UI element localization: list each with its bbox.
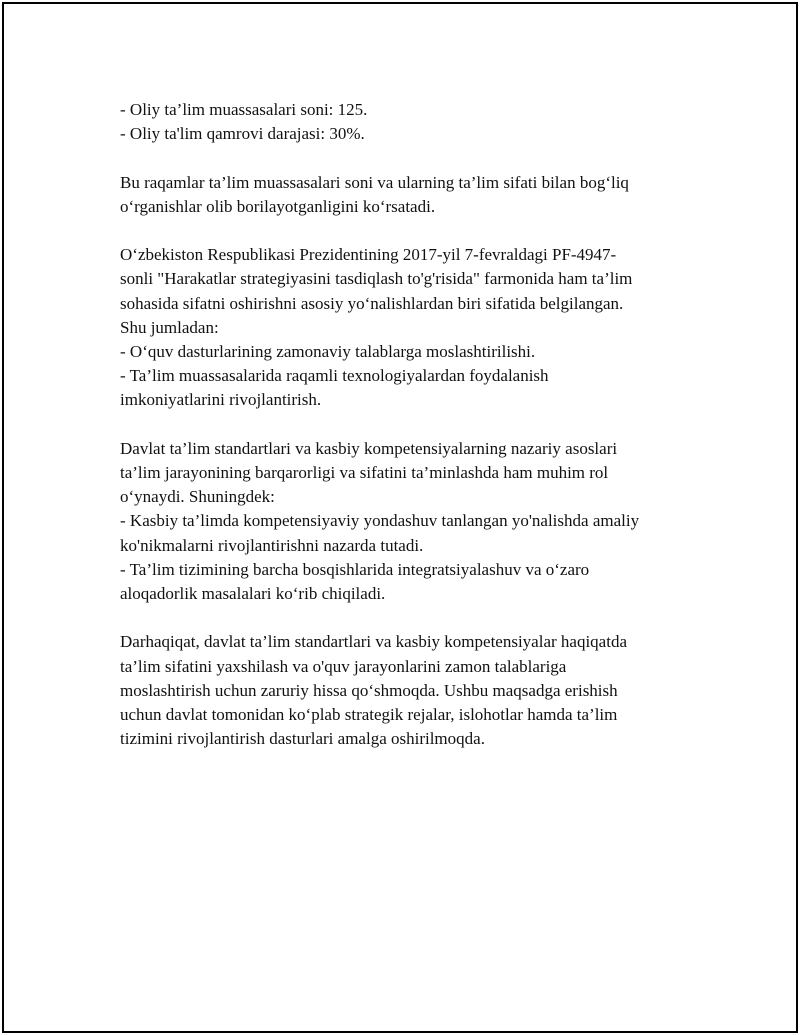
list-item-continuation: aloqadorlik masalalari ko‘rib chiqiladi.: [120, 584, 386, 604]
document-page: [2, 2, 798, 1033]
text-line: sonli "Harakatlar strategiyasini tasdiqlash to'g'risida" farmonida ham ta’lim: [120, 269, 633, 289]
list-item: - Kasbiy ta’limda kompetensiyaviy yondashuv tanlangan yo'nalishda amaliy: [120, 511, 640, 531]
document-body: [120, 98, 690, 751]
paragraph-conclusion: [120, 630, 690, 751]
paragraph-spacer: [120, 146, 690, 170]
list-item: - Oliy ta’lim muassasalari soni: 125.: [120, 100, 368, 119]
text-line: O‘zbekiston Respublikasi Prezidentining 2017-yil 7-fevraldagi PF-4947-: [120, 245, 617, 265]
list-item: - O‘quv dasturlarining zamonaviy talablarga moslashtirilishi.: [120, 342, 536, 361]
list-item-continuation: ko'nikmalarni rivojlantirishni nazarda tutadi.: [120, 535, 424, 555]
list-item-continuation: imkoniyatlarini rivojlantirish.: [120, 390, 322, 410]
text-line: o‘ynaydi. Shuningdek:: [120, 487, 275, 507]
paragraph-summary: [120, 171, 690, 219]
paragraph-spacer: [120, 219, 690, 243]
text-line: Shu jumladan:: [120, 317, 219, 337]
paragraph-statistics: [120, 98, 690, 146]
paragraph-spacer: [120, 606, 690, 630]
text-line: ta’lim sifatini yaxshilash va o'quv jarayonlarini zamon talablariga: [120, 656, 567, 676]
paragraph-standards: [120, 437, 690, 606]
list-item: - Oliy ta'lim qamrovi darajasi: 30%.: [120, 124, 365, 144]
list-item: - Ta’lim tizimining barcha bosqishlarida integratsiyalashuv va o‘zaro: [120, 559, 590, 579]
text-line: ta’lim jarayonining barqarorligi va sifatini ta’minlashda ham muhim rol: [120, 463, 609, 482]
list-item: - Ta’lim muassasalarida raqamli texnologiyalardan foydalanish: [120, 366, 549, 386]
text-line: Bu raqamlar ta’lim muassasalari soni va ularning ta’lim sifati bilan bog‘liq: [120, 172, 629, 192]
text-line: moslashtirish uchun zaruriy hissa qo‘shmoqda. Ushbu maqsadga erishish: [120, 680, 618, 700]
text-line: sohasida sifatni oshirishni asosiy yo‘nalishlardan biri sifatida belgilangan.: [120, 293, 624, 313]
text-line: uchun davlat tomonidan ko‘plab strategik rejalar, islohotlar hamda ta’lim: [120, 705, 618, 725]
text-line: tizimini rivojlantirish dasturlari amalga oshirilmoqda.: [120, 729, 485, 749]
text-line: Davlat ta’lim standartlari va kasbiy kompetensiyalarning nazariy asoslari: [120, 438, 618, 458]
paragraph-decree: [120, 243, 690, 412]
text-line: o‘rganishlar olib borilayotganligini ko‘rsatadi.: [120, 196, 436, 216]
paragraph-spacer: [120, 413, 690, 437]
text-line: Darhaqiqat, davlat ta’lim standartlari va kasbiy kompetensiyalar haqiqatda: [120, 632, 627, 652]
